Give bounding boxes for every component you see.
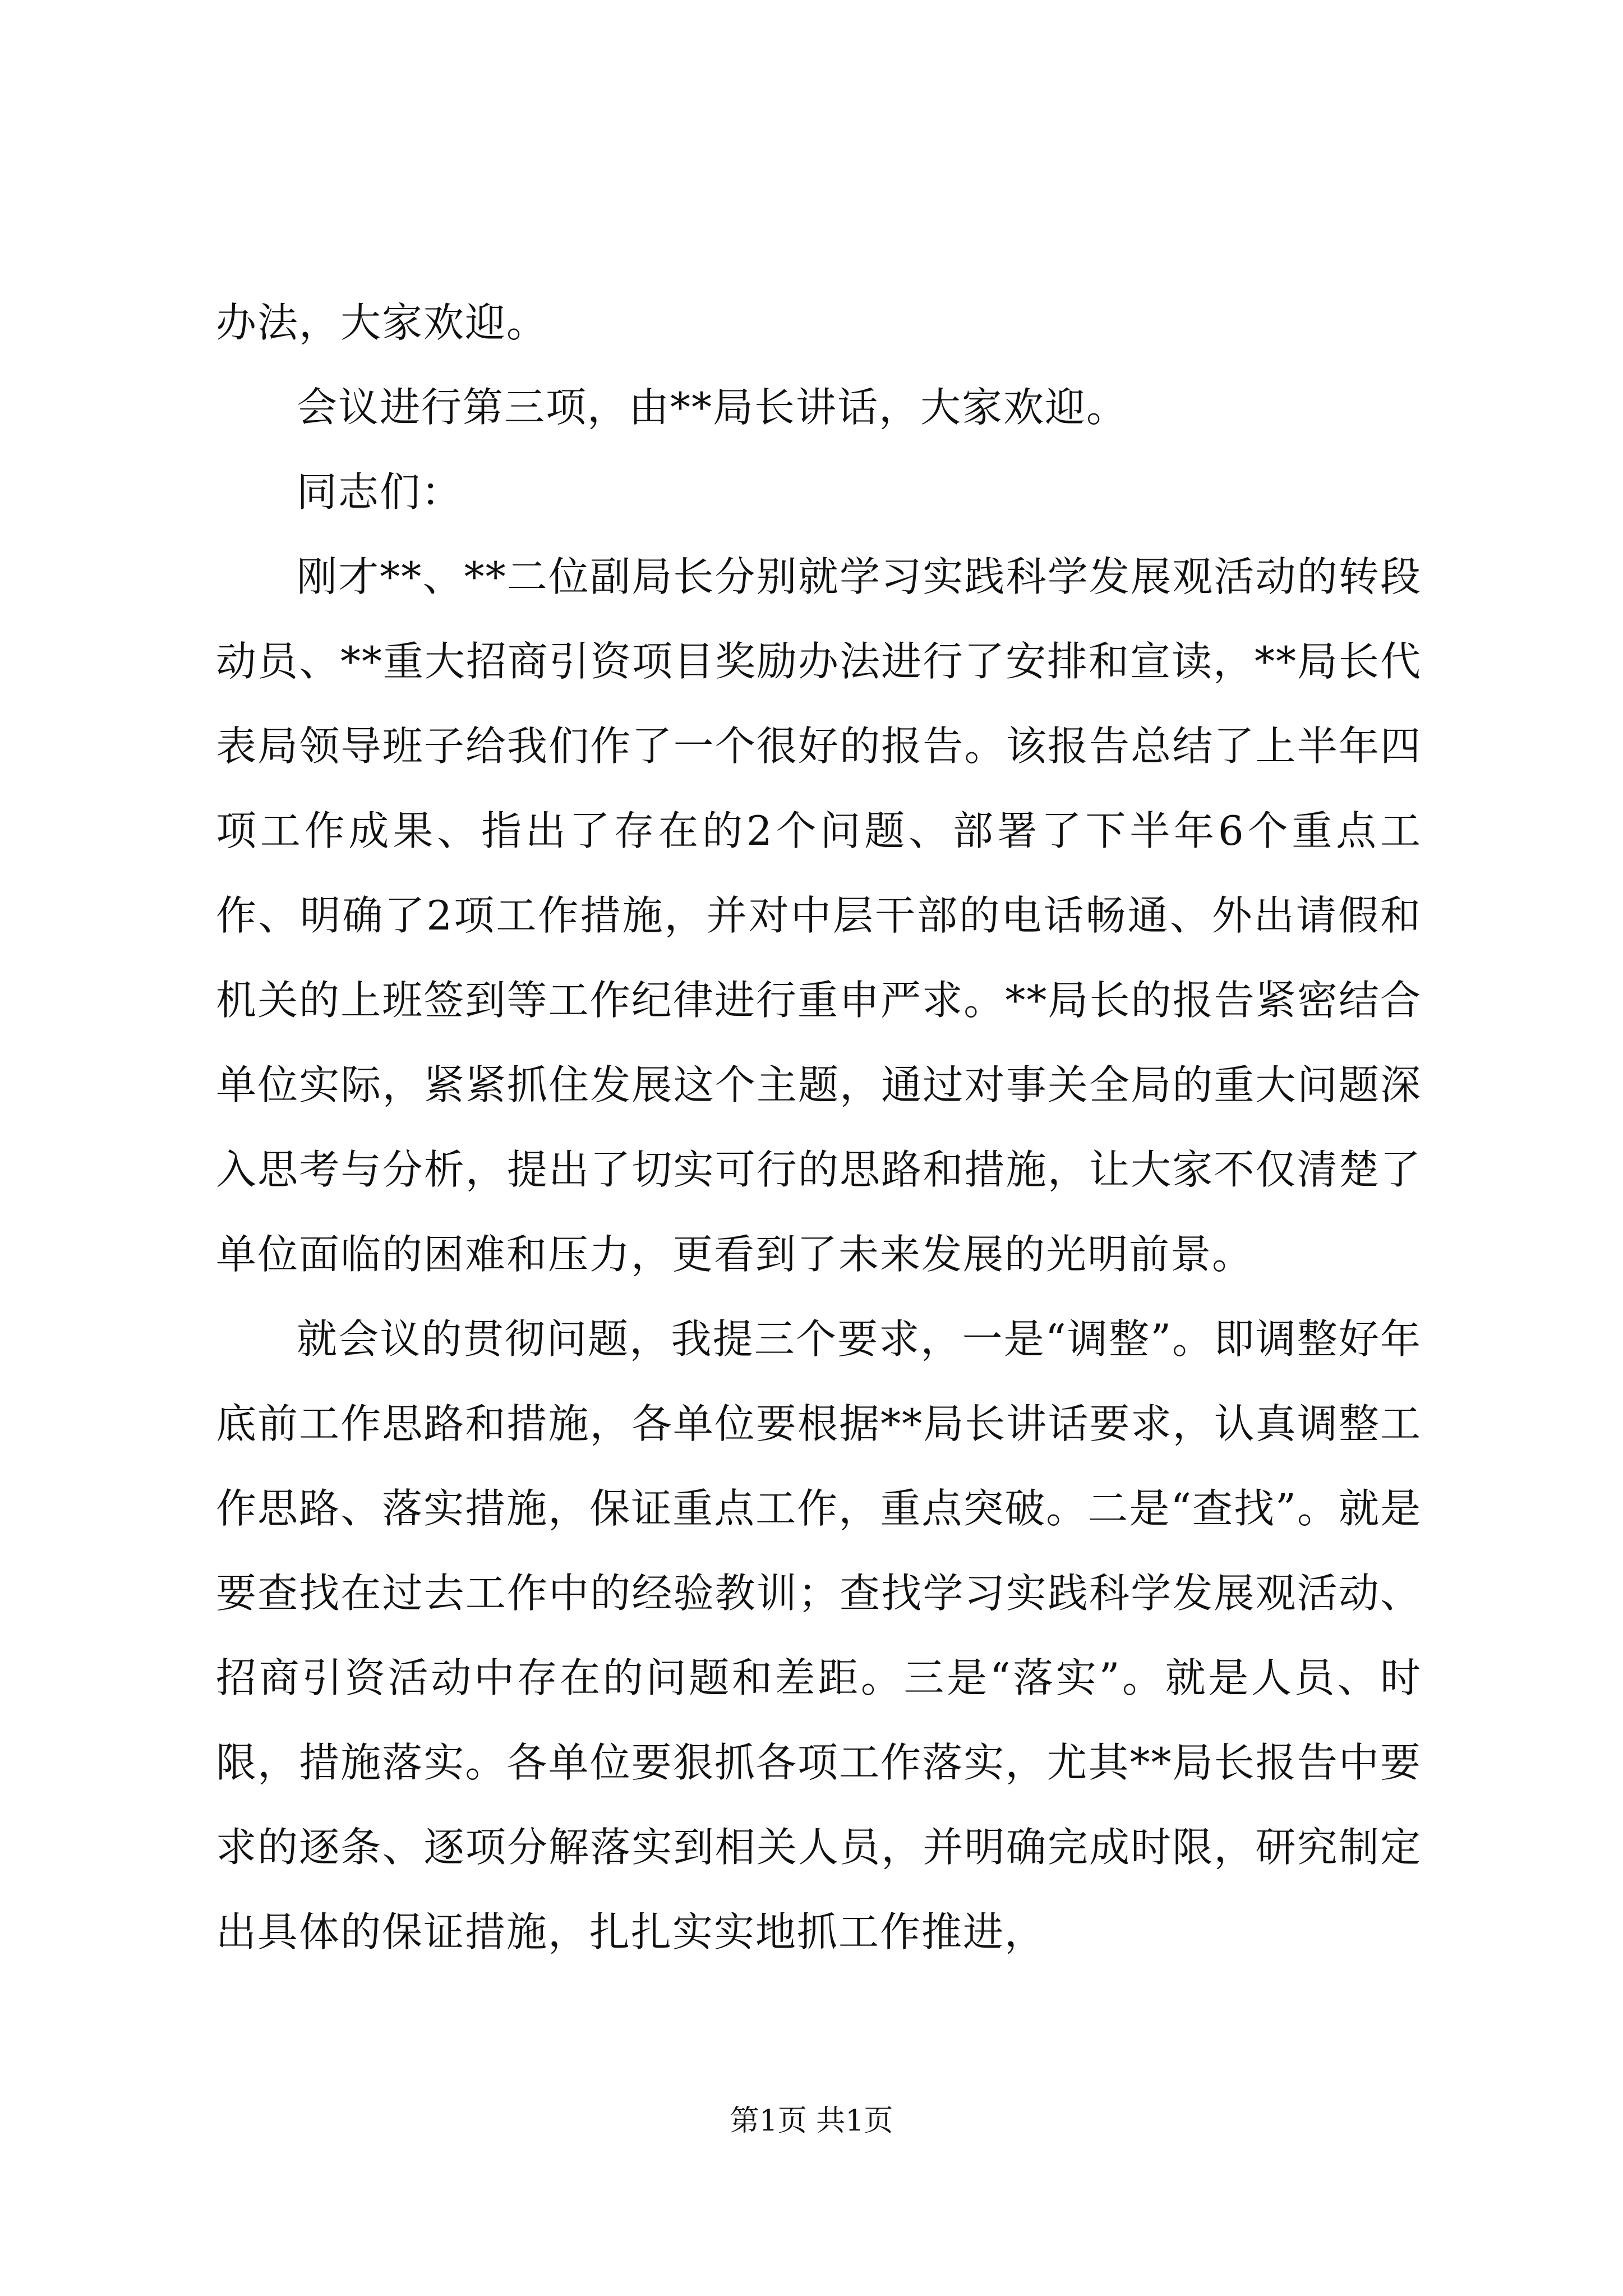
paragraph-summary: 刚才**、**二位副局长分别就学习实践科学发展观活动的转段动员、**重大招商引资项目奖励办法进行了安排和宣读，**局长代表局领导班子给我们作了一个很好的报告。该报告总结了上半年四项工作成果、指出了存在的2个问题、部署了下半年6个重点工作、明确了2项工作措施，并对中层干部的电话畅通、外出请假和机关的上班签到等工作纪律进行重申严求。**局长的报告紧密结合单位实际，紧紧抓住发展这个主题，通过对事关全局的重大问题深入思考与分析，提出了切实可行的思路和措施，让大家不仅清楚了单位面临的困难和压力，更看到了未来发展的光明前景。 (216, 553, 1422, 1278)
document-body (216, 280, 1422, 1975)
page-number-footer: 第1页 共1页 (730, 2104, 893, 2138)
paragraph-salutation: 同志们： (297, 468, 463, 516)
paragraph-requirements: 就会议的贯彻问题，我提三个要求，一是“调整”。即调整好年底前工作思路和措施，各单位要根据**局长讲话要求，认真调整工作思路、落实措施，保证重点工作，重点突破。二是“查找”。就是要查找在过去工作中的经验教训；查找学习实践科学发展观活动、招商引资活动中存在的问题和差距。三是“落实”。就是人员、时限，措施落实。各单位要狠抓各项工作落实，尤其**局长报告中要求的逐条、逐项分解落实到相关人员，并明确完成时限，研究制定出具体的保证措施，扎扎实实地抓工作推进， (216, 1315, 1422, 1955)
paragraph-continuation: 办法，大家欢迎。 (216, 299, 548, 346)
paragraph-agenda-item: 会议进行第三项，由**局长讲话，大家欢迎。 (297, 384, 1128, 431)
